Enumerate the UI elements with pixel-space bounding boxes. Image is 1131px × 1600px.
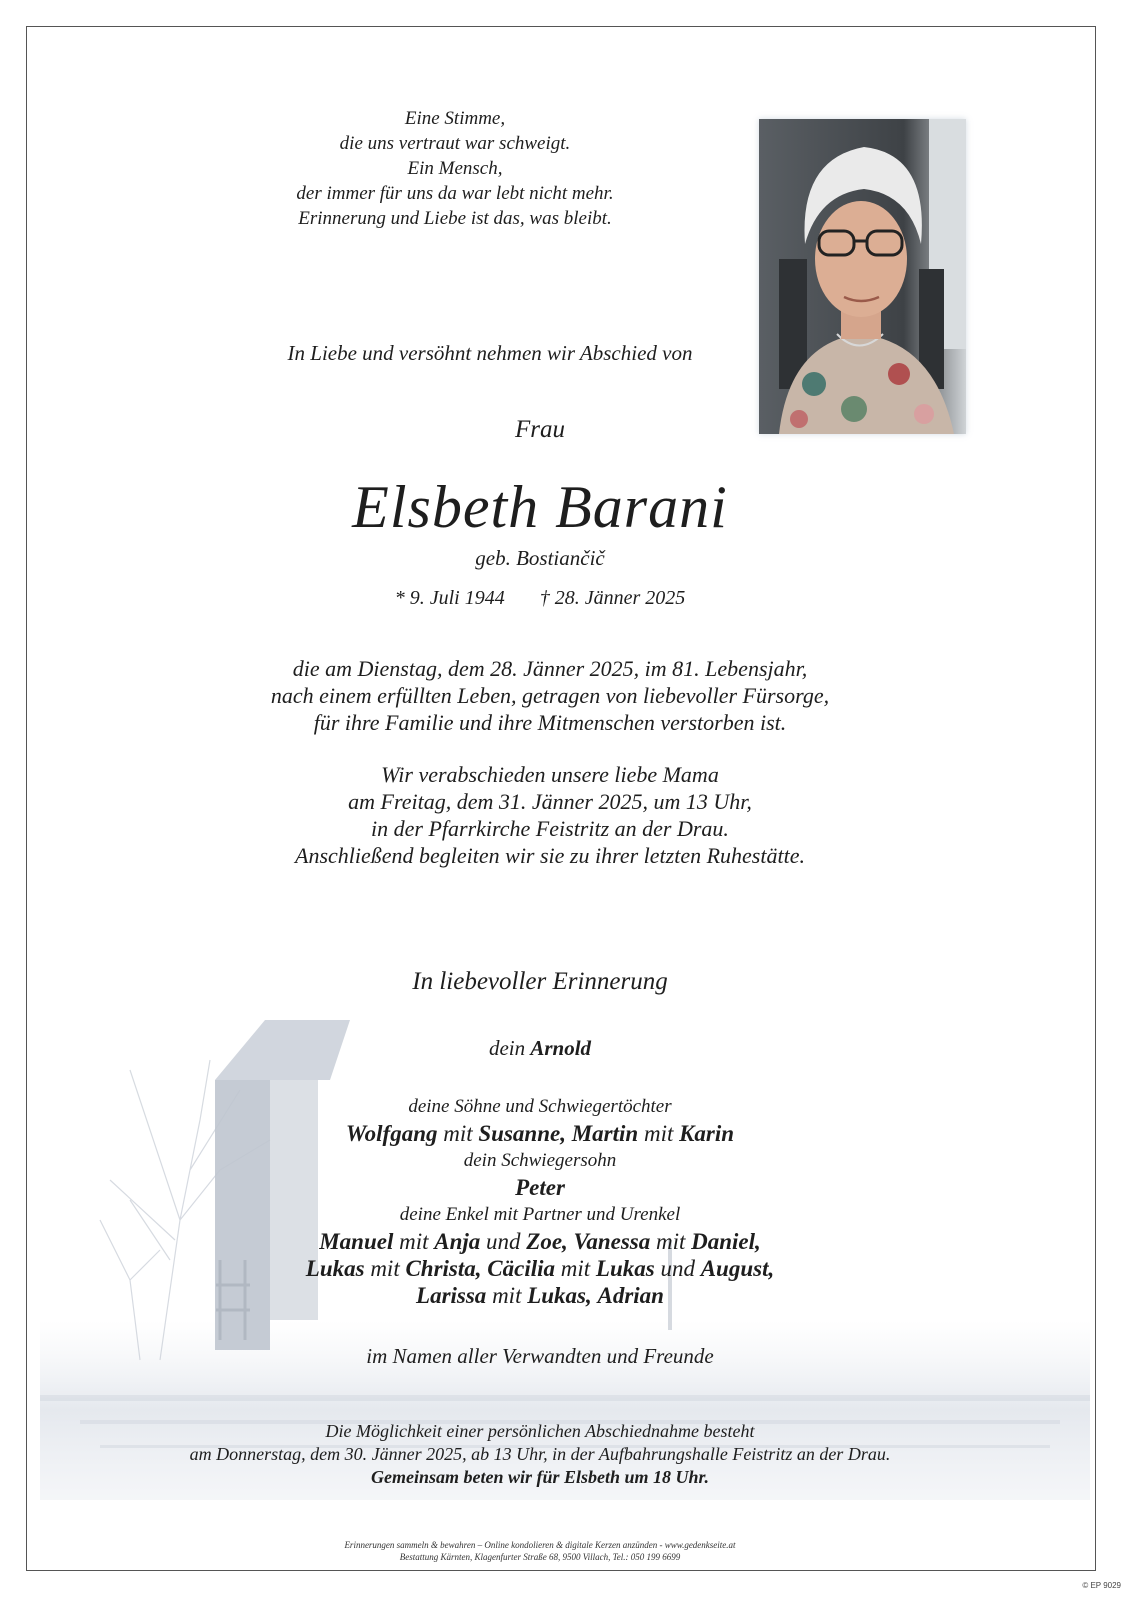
family-conjunction: mit [443, 1121, 473, 1146]
grandchildren-label: deine Enkel mit Partner und Urenkel [399, 1204, 681, 1225]
sons-label: deine Söhne und Schwiegertöchter [408, 1096, 672, 1117]
poem-line: der immer für uns da war lebt nicht mehr. [296, 183, 614, 204]
life-dates [330, 587, 750, 610]
grandchildren-line [200, 1255, 880, 1282]
funeral-line: Wir verabschieden unsere liebe Mama [381, 762, 719, 787]
family-name: Susanne, [478, 1121, 566, 1146]
grandchildren-line [200, 1282, 880, 1309]
memory-heading: In liebevoller Erinnerung [412, 968, 668, 995]
portrait-photo [759, 119, 966, 434]
family-name: Martin [571, 1121, 639, 1146]
family-conjunction: und [486, 1229, 521, 1254]
passing-line: die am Dienstag, dem 28. Jänner 2025, im 81. Lebensjahr, [292, 656, 808, 681]
viewing-line: am Donnerstag, dem 30. Jänner 2025, ab 13 Uhr, in der Aufbahrungshalle Feistritz an der Drau. [189, 1444, 891, 1464]
family-name: Cäcilia [487, 1256, 556, 1281]
family-name: Vanessa [573, 1229, 651, 1254]
death-date: † 28. Jänner 2025 [539, 587, 686, 609]
family-list [200, 1093, 880, 1309]
poem [220, 106, 690, 231]
family-name: Lukas [305, 1256, 365, 1281]
birth-date: * 9. Juli 1944 [394, 587, 505, 609]
poem-line: die uns vertraut war schweigt. [339, 133, 571, 154]
funeral-line: am Freitag, dem 31. Jänner 2025, um 13 Uhr, [348, 789, 752, 814]
family-conjunction: mit [492, 1283, 522, 1308]
husband-line [380, 1036, 700, 1061]
family-name: Daniel, [691, 1229, 761, 1254]
family-conjunction: mit [656, 1229, 686, 1254]
footer-line: Bestattung Kärnten, Klagenfurter Straße 68, 9500 Villach, Tel.: 050 199 6699 [399, 1552, 681, 1562]
maiden-name: geb. Bostiančič [475, 546, 605, 570]
poem-line: Eine Stimme, [404, 108, 506, 129]
family-name: Lukas [595, 1256, 655, 1281]
family-conjunction: mit [560, 1256, 591, 1281]
family-name: Adrian [597, 1283, 664, 1308]
soninlaw-name: Peter [515, 1175, 565, 1200]
family-name: Lukas, [527, 1283, 592, 1308]
funeral-line: in der Pfarrkirche Feistritz an der Drau. [371, 816, 729, 841]
poem-line: Erinnerung und Liebe ist das, was bleibt. [298, 208, 612, 229]
poem-line: Ein Mensch, [407, 158, 503, 179]
family-conjunction: und [660, 1256, 695, 1281]
family-name: Karin [679, 1121, 735, 1146]
family-conjunction: mit [643, 1121, 674, 1146]
family-name: Wolfgang [345, 1121, 438, 1146]
farewell-intro: In Liebe und versöhnt nehmen wir Abschied von [287, 341, 693, 365]
deceased-name: Elsbeth Barani [352, 474, 728, 540]
family-name: Zoe, [526, 1229, 568, 1254]
grandchildren-line [200, 1228, 880, 1255]
family-name: Christa, [405, 1256, 482, 1281]
salutation: Frau [515, 416, 565, 443]
passing-line: für ihre Familie und ihre Mitmenschen verstorben ist. [313, 710, 787, 735]
sons-names [200, 1120, 880, 1147]
family-conjunction: mit [399, 1229, 429, 1254]
relatives-line: im Namen aller Verwandten und Freunde [366, 1344, 714, 1368]
husband-prefix: dein [488, 1036, 526, 1060]
family-name: August, [700, 1256, 775, 1281]
funeral-line: Anschließend begleiten wir sie zu ihrer letzten Ruhestätte. [295, 843, 805, 868]
document-code: © EP 9029 [1082, 1581, 1121, 1590]
passing-line: nach einem erfüllten Leben, getragen von liebevoller Fürsorge, [270, 683, 830, 708]
prayer-line: Gemeinsam beten wir für Elsbeth um 18 Uhr. [370, 1467, 710, 1487]
viewing-line: Die Möglichkeit einer persönlichen Abschiednahme besteht [325, 1421, 755, 1441]
family-name: Manuel [319, 1229, 394, 1254]
family-name: Larissa [416, 1283, 487, 1308]
family-name: Anja [434, 1229, 481, 1254]
soninlaw-label: dein Schwiegersohn [463, 1150, 617, 1171]
husband-name: Arnold [530, 1036, 592, 1060]
viewing-info [90, 1420, 990, 1489]
footer [200, 1539, 880, 1563]
funeral-details [200, 761, 900, 869]
footer-line: Erinnerungen sammeln & bewahren – Online kondolieren & digitale Kerzen anzünden - www.gedenkseite.at [344, 1540, 736, 1550]
passing-text [180, 655, 920, 736]
family-conjunction: mit [370, 1256, 400, 1281]
